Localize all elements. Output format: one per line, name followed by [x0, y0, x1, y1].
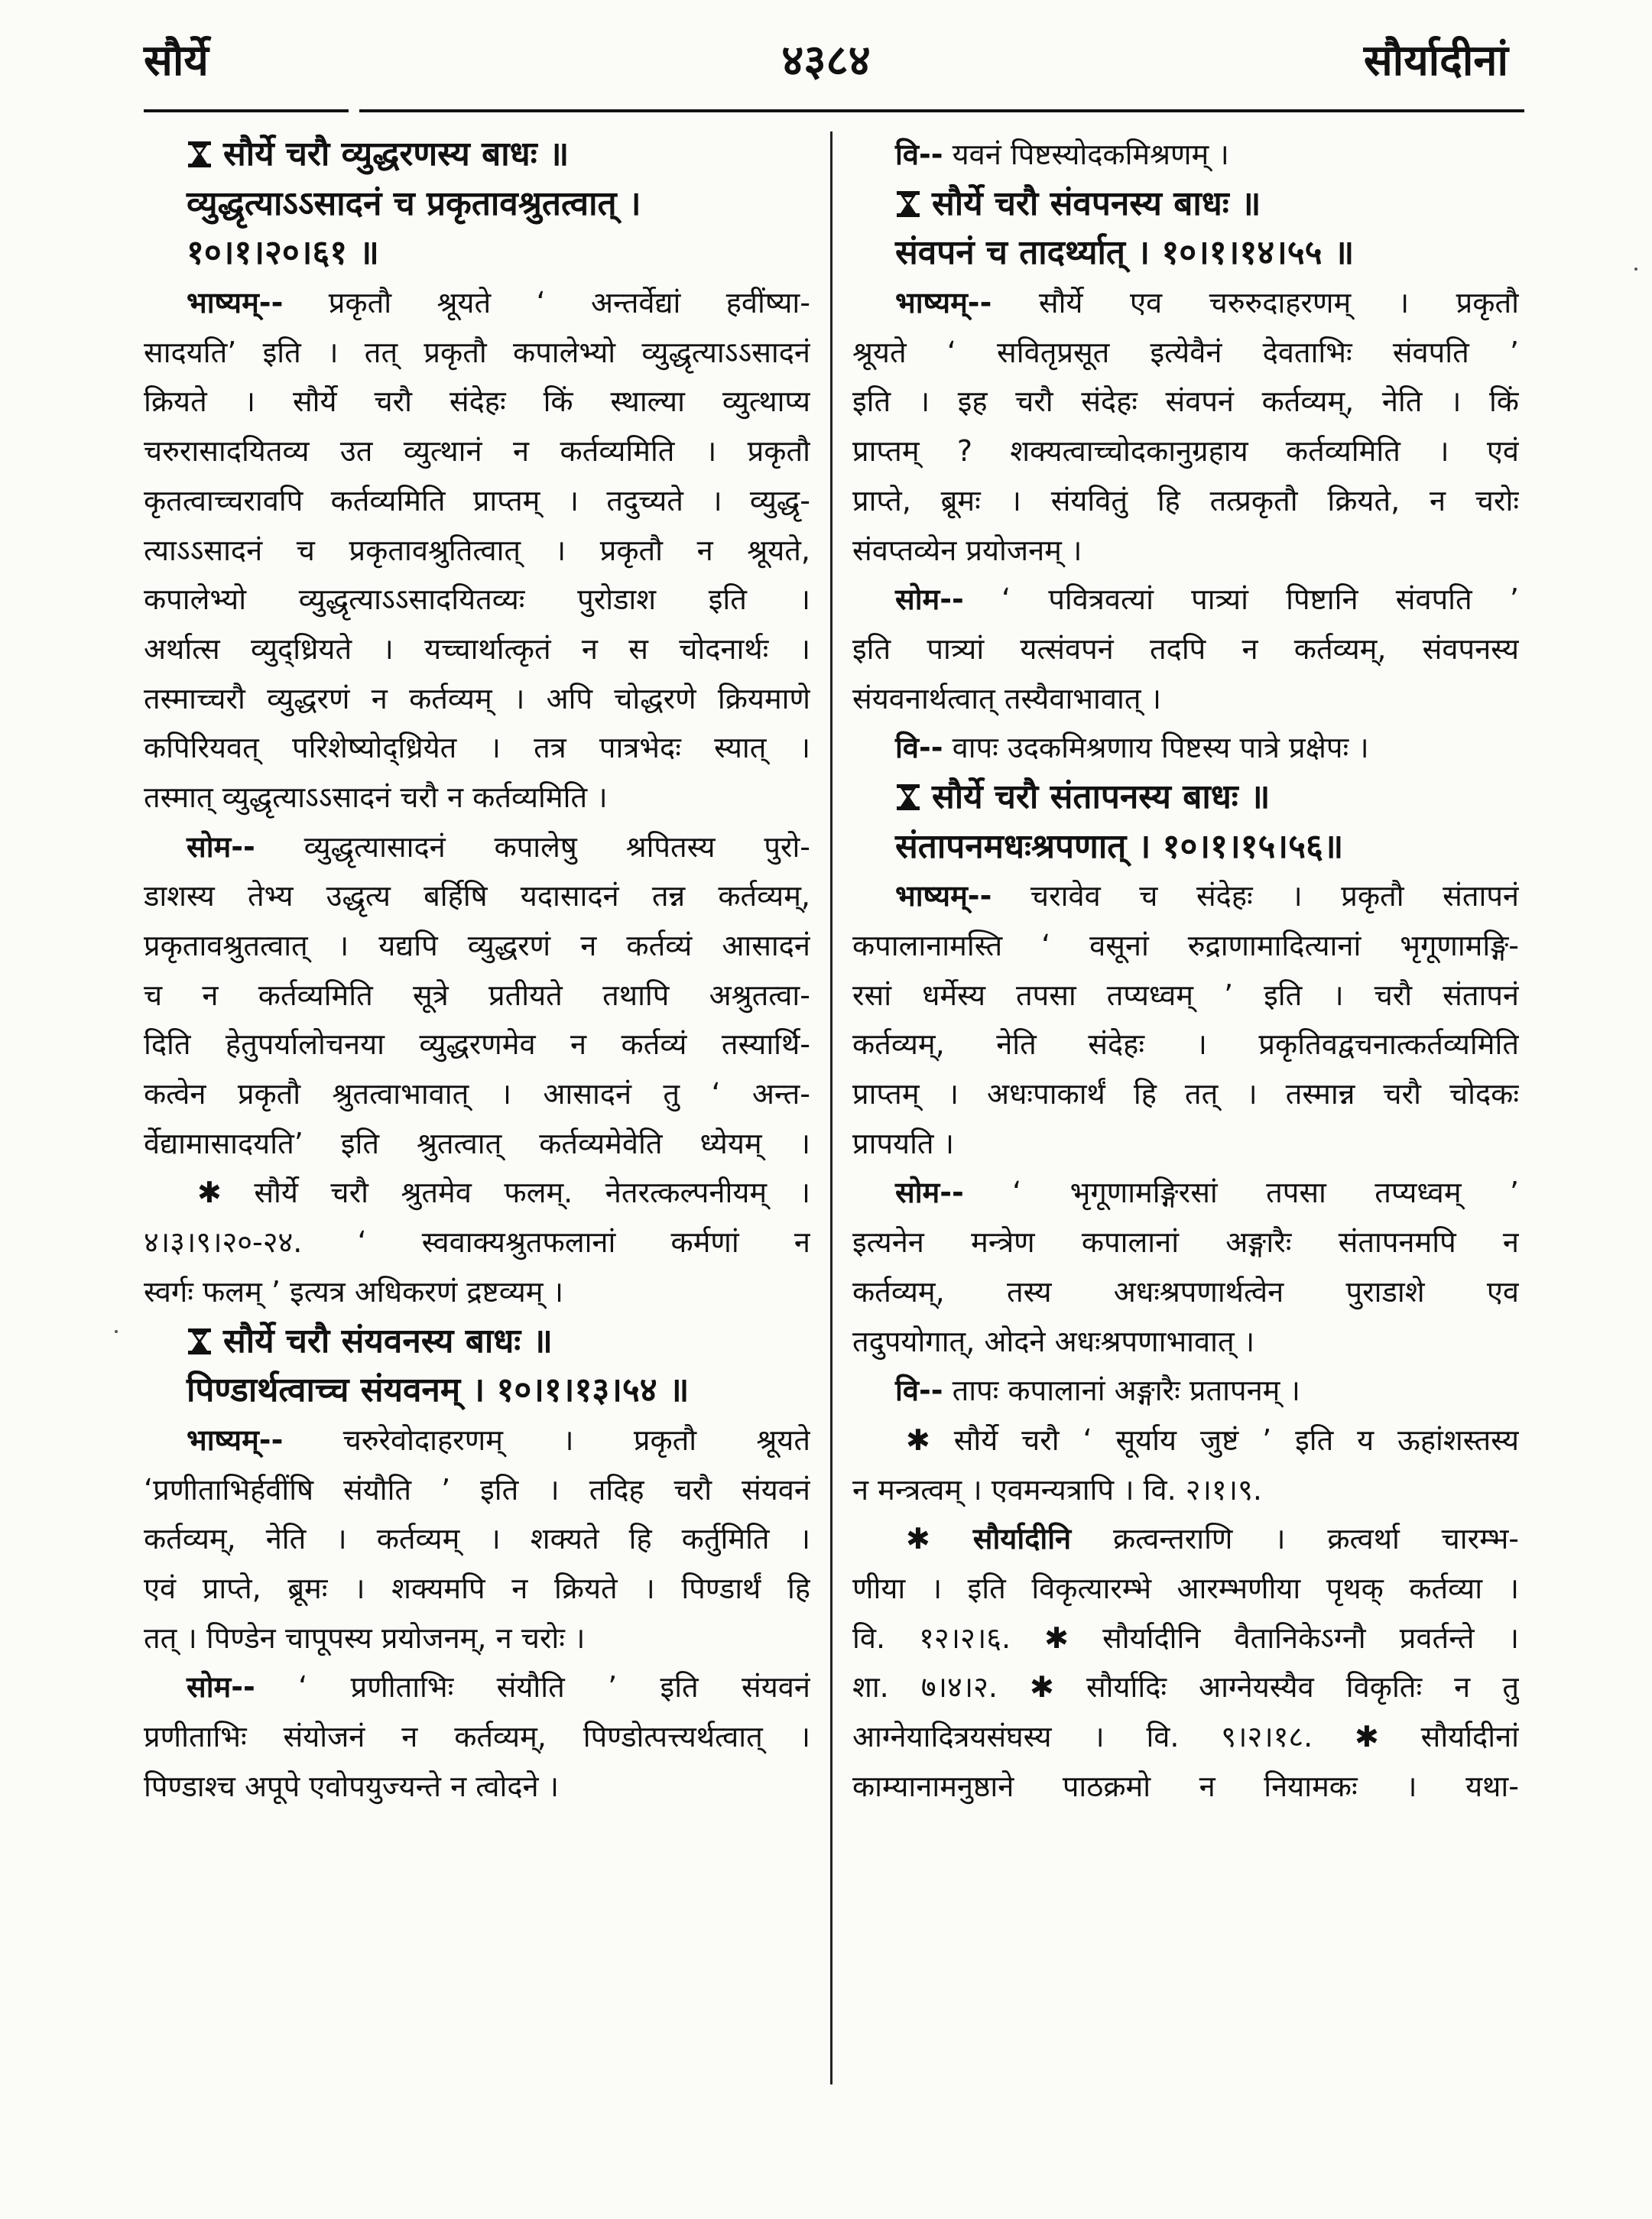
line-text: एवं प्राप्ते, ब्रूमः । शक्यमपि न क्रियते । पिण्डार्थं हि — [144, 1571, 810, 1605]
left-column — [144, 130, 810, 1811]
line-text: त्याऽऽसादनं च प्रकृतावश्रुतित्वात् । प्रकृतौ न श्रूयते, — [144, 533, 810, 567]
body-text-line — [144, 971, 810, 1020]
body-text-line — [144, 377, 810, 427]
running-head-right: सौर्यादीनां — [1363, 36, 1508, 86]
body-text-line — [144, 1663, 810, 1712]
body-text-line — [852, 1020, 1519, 1069]
body-text-line — [144, 773, 810, 822]
commentary-label: वि-- — [895, 1374, 943, 1408]
adhikarana-heading-line — [852, 773, 1519, 822]
line-text: सौर्ये चरौ संतापनस्य बाधः ॥ — [932, 777, 1271, 816]
body-text-line — [852, 1564, 1519, 1614]
line-text: न मन्त्रत्वम् । एवमन्यत्रापि । वि. २।१।९. — [852, 1472, 1262, 1507]
line-text: प्रणीताभिः संयोजनं न कर्तव्यम्, पिण्डोत्पत्त्यर्थत्वात् । — [144, 1720, 810, 1753]
line-text: यवनं पिष्टस्योदकमिश्रणम् । — [943, 138, 1229, 171]
body-text-line — [144, 1069, 810, 1119]
line-text: कृतत्वाच्चरावपि कर्तव्यमिति प्राप्तम् । तदुच्यते । व्युद्धृ- — [144, 483, 810, 517]
adhikarana-marker-icon — [895, 777, 921, 808]
body-text-line — [852, 1119, 1519, 1169]
line-text: कपालेभ्यो व्युद्धृत्याऽऽसादयितव्यः पुरोडाश इति । — [144, 582, 810, 617]
body-text-line — [852, 624, 1519, 674]
line-text: प्रकृतावश्रुतत्वात् । यद्यपि व्युद्धरणं न कर्तव्यं आसादनं — [144, 929, 810, 962]
line-text: प्रापयति । — [852, 1126, 955, 1160]
line-text: इति पात्र्यां यत्संवपनं तदपि न कर्तव्यम्, संवपनस्य — [852, 631, 1519, 666]
line-text: सौर्ये एव चरुरुदाहरणम् । प्रकृतौ — [992, 286, 1519, 320]
asterisk-marker: ✱ — [906, 1423, 930, 1457]
line-text: चरुरेवोदाहरणम् । प्रकृतौ श्रूयते — [283, 1423, 810, 1457]
asterisk-marker: ✱ — [197, 1176, 222, 1210]
body-text-line — [144, 1712, 810, 1762]
body-text-line — [144, 1416, 810, 1465]
body-text-line — [144, 1267, 810, 1317]
body-text-line — [852, 921, 1519, 971]
body-text-line — [144, 1218, 810, 1267]
column-divider — [830, 131, 832, 2084]
line-text: डाशस्य तेभ्य उद्धृत्य बर्हिषि यदासादनं तन्न कर्तव्यम्, — [144, 879, 810, 913]
adhikarana-heading-line — [144, 130, 810, 180]
line-text: कत्वेन प्रकृतौ श्रुतत्वाभावात् । आसादनं तु ‘ अन्त- — [144, 1077, 810, 1111]
body-text-line — [144, 921, 810, 971]
line-text: सादयति’ इति । तत् प्रकृतौ कपालेभ्यो व्युद्धृत्याऽऽसादनं — [144, 335, 810, 369]
commentary-label: भाष्यम्-- — [187, 286, 284, 320]
header-rule-right — [359, 109, 1524, 112]
commentary-label: वि-- — [895, 731, 943, 765]
line-text: तस्माच्चरौ व्युद्धरणं न कर्तव्यम् । अपि चोद्धरणे क्रियमाणे — [144, 681, 810, 715]
body-text-line — [144, 1119, 810, 1169]
body-text-line — [852, 674, 1519, 724]
body-text-line — [852, 1762, 1519, 1812]
body-text-line — [852, 1168, 1519, 1218]
body-text-line — [144, 526, 810, 576]
right-column — [852, 130, 1519, 1811]
body-text-line — [852, 377, 1519, 427]
body-text-line — [144, 1168, 810, 1218]
body-text-line — [852, 526, 1519, 576]
scan-speck — [1634, 268, 1637, 271]
line-text: कपालानामस्ति ‘ वसूनां रुद्राणामादित्यानां भृगूणामङ्गि- — [852, 929, 1519, 962]
line-text: रसां धर्मेस्य तपसा तप्यध्वम् ’ इति । चरौ संतापनं — [852, 978, 1519, 1012]
line-text: प्राप्तम् । अधःपाकार्थं हि तत् । तस्मान्न चरौ चोदकः — [852, 1077, 1519, 1111]
header-rule-left — [144, 109, 349, 112]
line-text: सौर्ये चरौ संवपनस्य बाधः ॥ — [932, 183, 1261, 223]
body-text-line — [144, 1614, 810, 1663]
line-text: प्राप्तम् ? शक्यत्वाच्चोदकानुग्रहाय कर्तव्यमिति । एवं — [852, 434, 1519, 469]
line-text: स्वर्गः फलम् ’ इत्यत्र अधिकरणं द्रष्टव्यम् । — [144, 1274, 563, 1309]
line-text: शा. ७।४।२. ✱ सौर्यादिः आग्नेयस्यैव विकृतिः न तु — [852, 1670, 1519, 1705]
commentary-label: सोम-- — [895, 1176, 964, 1210]
line-text: ‘ पवित्रवत्यां पात्र्यां पिष्टानि संवपति ’ — [963, 582, 1519, 617]
line-text: व्युद्धृत्यासादनं कपालेषु श्रपितस्य पुरो- — [255, 829, 810, 864]
body-text-line — [852, 1416, 1519, 1465]
body-text-line — [852, 1069, 1519, 1119]
body-text-line — [144, 822, 810, 872]
adhikarana-marker-icon — [895, 184, 921, 215]
line-text: काम्यानामनुष्ठाने पाठक्रमो न नियामकः । यथा- — [852, 1769, 1519, 1803]
adhikarana-heading-line — [144, 1317, 810, 1367]
body-text-line — [852, 476, 1519, 526]
adhikarana-marker-icon — [187, 135, 213, 165]
adhikarana-heading-line — [852, 229, 1519, 278]
body-text-line — [144, 1020, 810, 1069]
commentary-label: सौर्यादीनि — [930, 1522, 1072, 1556]
adhikarana-heading-line — [144, 180, 810, 229]
line-text: कर्तव्यम्, नेति । कर्तव्यम् । शक्यते हि कर्तुमिति । — [144, 1522, 810, 1556]
line-text: ‘ भृगूणामङ्गिरसां तपसा तप्यध्वम् ’ — [963, 1176, 1519, 1210]
line-text: व्युद्धृत्याऽऽसादनं च प्रकृतावश्रुतत्वात् । — [187, 183, 641, 223]
line-text: क्रत्वन्तराणि । क्रत्वर्था चारम्भ- — [1071, 1522, 1519, 1556]
body-text-line — [852, 871, 1519, 921]
line-text: कपिरियवत् परिशेष्योद्ध्रियेत । तत्र पात्रभेदः स्यात् । — [144, 731, 810, 765]
commentary-label: भाष्यम्-- — [187, 1423, 284, 1457]
adhikarana-heading-line — [852, 180, 1519, 229]
body-text-line — [144, 328, 810, 378]
line-text: संवपनं च तादर्थ्यात् । १०।१।१४।५५ ॥ — [895, 233, 1355, 273]
line-text: च न कर्तव्यमिति सूत्रे प्रतीयते तथापि अश्रुतत्वा- — [144, 978, 810, 1012]
body-text-line — [852, 723, 1519, 773]
commentary-label: सोम-- — [187, 829, 255, 864]
line-text: संवप्तव्येन प्रयोजनम् । — [852, 533, 1082, 567]
commentary-label: भाष्यम्-- — [895, 286, 992, 320]
commentary-label: सोम-- — [187, 1670, 255, 1705]
body-text-line — [852, 427, 1519, 476]
commentary-label: सोम-- — [895, 582, 964, 617]
line-text: संतापनमधःश्रपणात् । १०।१।१५।५६॥ — [895, 826, 1344, 866]
line-text: र्वेद्यामासादयति’ इति श्रुतत्वात् कर्तव्यमेवेति ध्येयम् । — [144, 1126, 810, 1160]
adhikarana-heading-line — [144, 1366, 810, 1416]
line-text: संयवनार्थत्वात् तस्यैवाभावात् । — [852, 681, 1161, 715]
line-text: क्रियते । सौर्ये चरौ संदेहः किं स्थाल्या व्युत्थाप्य — [144, 384, 810, 419]
line-text: णीया । इति विकृत्यारम्भे आरम्भणीया पृथक् कर्तव्या । — [852, 1571, 1519, 1605]
body-text-line — [144, 1564, 810, 1614]
line-text: दिति हेतुपर्यालोचनया व्युद्धरणमेव न कर्तव्यं तस्यार्थि- — [144, 1027, 810, 1062]
line-text: तत् । पिण्डेन चापूपस्य प्रयोजनम्, न चरोः । — [144, 1620, 586, 1655]
line-text: तस्मात् व्युद्धृत्याऽऽसादनं चरौ न कर्तव्यमिति । — [144, 780, 608, 814]
body-text-line — [144, 476, 810, 526]
line-text: १०।१।२०।६१ ॥ — [187, 233, 379, 273]
line-text: इति । इह चरौ संदेहः संवपनं कर्तव्यम्, नेति । किं — [852, 384, 1519, 419]
line-text: सौर्ये चरौ संयवनस्य बाधः ॥ — [223, 1321, 553, 1361]
body-text-line — [852, 1267, 1519, 1317]
line-text: कर्तव्यम्, नेति संदेहः । प्रकृतिवद्वचनात्कर्तव्यमिति — [852, 1027, 1519, 1062]
line-text: प्राप्ते, ब्रूमः । संयवितुं हि तत्प्रकृतौ क्रियते, न चरोः — [852, 483, 1519, 517]
body-text-line — [144, 427, 810, 476]
body-text-line — [144, 575, 810, 624]
body-text-line — [852, 328, 1519, 378]
body-text-line — [144, 1465, 810, 1515]
body-text-line — [852, 1366, 1519, 1416]
body-text-line — [144, 1514, 810, 1564]
body-text-line — [144, 624, 810, 674]
asterisk-marker: ✱ — [906, 1522, 930, 1556]
line-text: चरुरासादयितव्य उत व्युत्थानं न कर्तव्यमिति । प्रकृतौ — [144, 434, 810, 469]
line-text: सौर्ये चरौ श्रुतमेव फलम्. नेतरत्कल्पनीयम् । — [221, 1176, 810, 1210]
commentary-label: भाष्यम्-- — [895, 879, 992, 913]
running-head-left: सौर्ये — [144, 36, 209, 86]
body-text-line — [144, 723, 810, 773]
body-text-line — [852, 1317, 1519, 1367]
line-text: वापः उदकमिश्रणाय पिष्टस्य पात्रे प्रक्षेपः । — [943, 731, 1369, 765]
commentary-label: वि-- — [895, 138, 943, 171]
body-text-line — [852, 1514, 1519, 1564]
scan-speck — [115, 1330, 118, 1333]
line-text: सौर्ये चरौ ‘ सूर्याय जुष्टं ’ इति य ऊहांशस्तस्य — [930, 1423, 1519, 1457]
body-text-line — [852, 278, 1519, 328]
line-text: पिण्डाश्च अपूपे एवोपयुज्यन्ते न त्वोदने । — [144, 1769, 560, 1803]
body-text-line — [852, 1614, 1519, 1663]
body-text-line — [852, 971, 1519, 1020]
body-text-line — [852, 1712, 1519, 1762]
line-text: तापः कपालानां अङ्गारैः प्रतापनम् । — [943, 1374, 1300, 1408]
body-text-line — [144, 674, 810, 724]
line-text: पिण्डार्थत्वाच्च संयवनम् । १०।१।१३।५४ ॥ — [187, 1371, 690, 1410]
line-text: सौर्ये चरौ व्युद्धरणस्य बाधः ॥ — [223, 135, 570, 174]
line-text: ४।३।९।२०-२४. ‘ स्ववाक्यश्रुतफलानां कर्मणां न — [144, 1225, 810, 1260]
line-text: तदुपयोगात्, ओदने अधःश्रपणाभावात् । — [852, 1324, 1255, 1358]
adhikarana-marker-icon — [187, 1322, 213, 1352]
page-number: ४३८४ — [781, 36, 871, 86]
body-text-line — [144, 278, 810, 328]
body-text-line — [144, 871, 810, 921]
body-text-line — [852, 1218, 1519, 1267]
body-text-line — [852, 130, 1519, 180]
line-text: अर्थात्स व्युद्ध्रियते । यच्चार्थात्कृतं न स चोदनार्थः । — [144, 631, 810, 666]
adhikarana-heading-line — [144, 229, 810, 278]
line-text: चरावेव च संदेहः । प्रकृतौ संतापनं — [992, 879, 1519, 913]
adhikarana-heading-line — [852, 822, 1519, 872]
line-text: ‘प्रणीताभिर्हवींषि संयौति ’ इति । तदिह चरौ संयवनं — [144, 1472, 810, 1507]
line-text: श्रूयते ‘ सवितृप्रसूत इत्येवैनं देवताभिः संवपति ’ — [852, 335, 1519, 369]
line-text: ‘ प्रणीताभिः संयौति ’ इति संयवनं — [255, 1670, 810, 1705]
line-text: इत्यनेन मन्त्रेण कपालानां अङ्गारैः संतापनमपि न — [852, 1225, 1519, 1260]
line-text: वि. १२।२।६. ✱ सौर्यादीनि वैतानिकेऽग्नौ प्रवर्तन्ते । — [852, 1620, 1519, 1655]
line-text: प्रकृतौ श्रूयते ‘ अन्तर्वेद्यां हवींष्या- — [283, 286, 810, 320]
line-text: कर्तव्यम्, तस्य अधःश्रपणार्थत्वेन पुराडाशे एव — [852, 1274, 1519, 1309]
body-text-line — [852, 1663, 1519, 1712]
body-text-line — [852, 575, 1519, 624]
line-text: आग्नेयादित्रयसंघस्य । वि. ९।२।१८. ✱ सौर्यादीनां — [852, 1720, 1519, 1753]
body-text-line — [144, 1762, 810, 1812]
body-text-line — [852, 1465, 1519, 1515]
